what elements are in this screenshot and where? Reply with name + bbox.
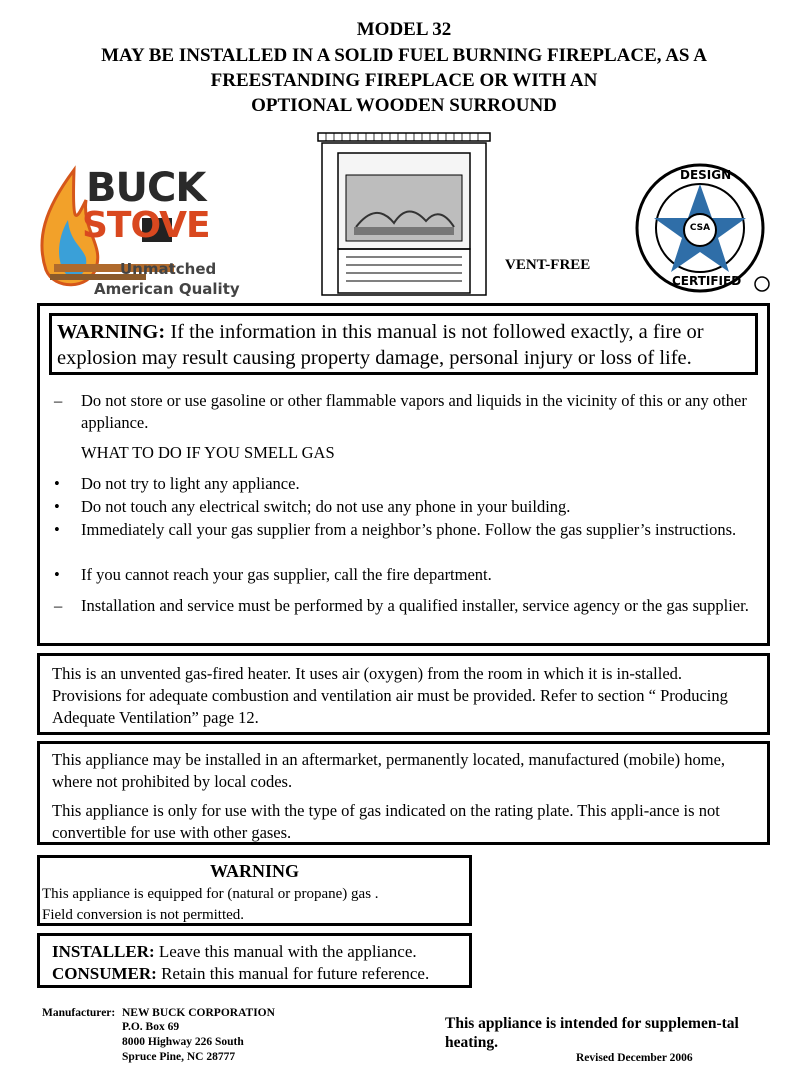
buck-stove-logo bbox=[34, 160, 244, 302]
gas-warning-line-2: Field conversion is not permitted. bbox=[42, 907, 245, 923]
bullet-item: • Do not try to light any appliance. bbox=[54, 474, 300, 493]
logo-brand-bottom: STOVE bbox=[82, 205, 210, 246]
subtitle-line-3: OPTIONAL WOODEN SURROUND bbox=[251, 95, 557, 116]
appliance-notice-box bbox=[37, 741, 770, 845]
consumer-line: CONSUMER: Retain this manual for future reference. bbox=[52, 964, 430, 983]
installer-line: INSTALLER: Leave this manual with the appliance. bbox=[52, 942, 417, 961]
seal-center-text: CSA bbox=[689, 223, 711, 233]
dash-marker: – bbox=[54, 391, 63, 410]
instruction-dash-1 bbox=[54, 390, 754, 434]
instruction-dash-2 bbox=[54, 595, 754, 617]
installer-label: INSTALLER: bbox=[52, 942, 155, 961]
seal-bottom-text: CERTIFIED bbox=[672, 274, 742, 288]
retain-manual-box bbox=[37, 933, 472, 988]
manufacturer-name: NEW BUCK CORPORATION bbox=[122, 1007, 275, 1019]
manufacturer-city: Spruce Pine, NC 28777 bbox=[122, 1051, 236, 1063]
logo-tagline-1: Unmatched bbox=[120, 260, 217, 278]
logo-brand-top: BUCK bbox=[86, 165, 206, 211]
gas-warning-title: WARNING bbox=[209, 861, 299, 881]
bullet-item: • Do not touch any electrical switch; do not use any phone in your building. bbox=[54, 497, 571, 516]
main-warning-body: If the information in this manual is not followed exactly, a fire or explosion may result causing property damage, personal injury or loss of life. bbox=[57, 321, 704, 369]
bullet-marker: • bbox=[54, 565, 60, 584]
manufacturer-street: 8000 Highway 226 South bbox=[122, 1036, 244, 1048]
subtitle-line-1: MAY BE INSTALLED IN A SOLID FUEL BURNING FIREPLACE, AS A bbox=[101, 45, 707, 66]
bullet-item: • If you cannot reach your gas supplier, call the fire department. bbox=[54, 565, 492, 584]
dash-marker: – bbox=[54, 596, 63, 615]
main-warning-label: WARNING: bbox=[57, 321, 166, 343]
gas-warning-box bbox=[37, 855, 472, 926]
smell-gas-heading: WHAT TO DO IF YOU SMELL GAS bbox=[81, 443, 335, 462]
gas-warning-line-1: This appliance is equipped for (natural or propane) gas . bbox=[42, 886, 379, 902]
supplemental-heating-note: This appliance is intended for supplemen-tal heating. bbox=[445, 1015, 739, 1051]
manufacturer-po-box: P.O. Box 69 bbox=[122, 1021, 180, 1033]
subtitle-line-2: FREESTANDING FIREPLACE OR WITH AN bbox=[210, 70, 598, 91]
bullet-marker: • bbox=[54, 474, 60, 493]
gas-type-notice: This appliance is only for use with the type of gas indicated on the rating plate. This appli-ance is not convertible for use with other gases. bbox=[52, 801, 720, 842]
instruction-dash-2-text: Installation and service must be performed by a qualified installer, service agency or the gas supplier. bbox=[81, 596, 749, 615]
unvented-notice-text: This is an unvented gas-fired heater. It uses air (oxygen) from the room in which it is in-stalled. Provisions for adequate combustion and ventilation air must be provided. Refer to section “ Producing Adequate Ventilation” page 12. bbox=[52, 664, 728, 727]
main-warning-text bbox=[57, 319, 755, 371]
consumer-label: CONSUMER: bbox=[52, 964, 157, 983]
seal-top-text: DESIGN bbox=[680, 168, 732, 182]
bullet-marker: • bbox=[54, 497, 60, 516]
bullet-marker: • bbox=[54, 520, 60, 539]
bullet-item: • Immediately call your gas supplier from a neighbor’s phone. Follow the gas supplier’s instructions. bbox=[54, 520, 737, 539]
unvented-notice-box bbox=[37, 653, 770, 735]
design-certified-seal bbox=[634, 162, 774, 300]
mobile-home-notice: This appliance may be installed in an aftermarket, permanently located, manufactured (mobile) home, where not prohibited by local codes. bbox=[52, 750, 726, 791]
revised-date: Revised December 2006 bbox=[576, 1052, 693, 1064]
model-title: MODEL 32 bbox=[356, 19, 452, 40]
manufacturer-label: Manufacturer: bbox=[42, 1007, 116, 1019]
logo-tagline-2: American Quality bbox=[94, 280, 240, 298]
main-warning-box bbox=[49, 313, 758, 375]
fireplace-illustration bbox=[316, 131, 492, 297]
main-instructions-box bbox=[37, 303, 770, 646]
vent-free-label: VENT-FREE bbox=[505, 257, 591, 273]
fireplace-icon bbox=[316, 131, 492, 297]
instruction-dash-1-text: Do not store or use gasoline or other flammable vapors and liquids in the vicinity of this or any other appliance. bbox=[81, 391, 747, 432]
